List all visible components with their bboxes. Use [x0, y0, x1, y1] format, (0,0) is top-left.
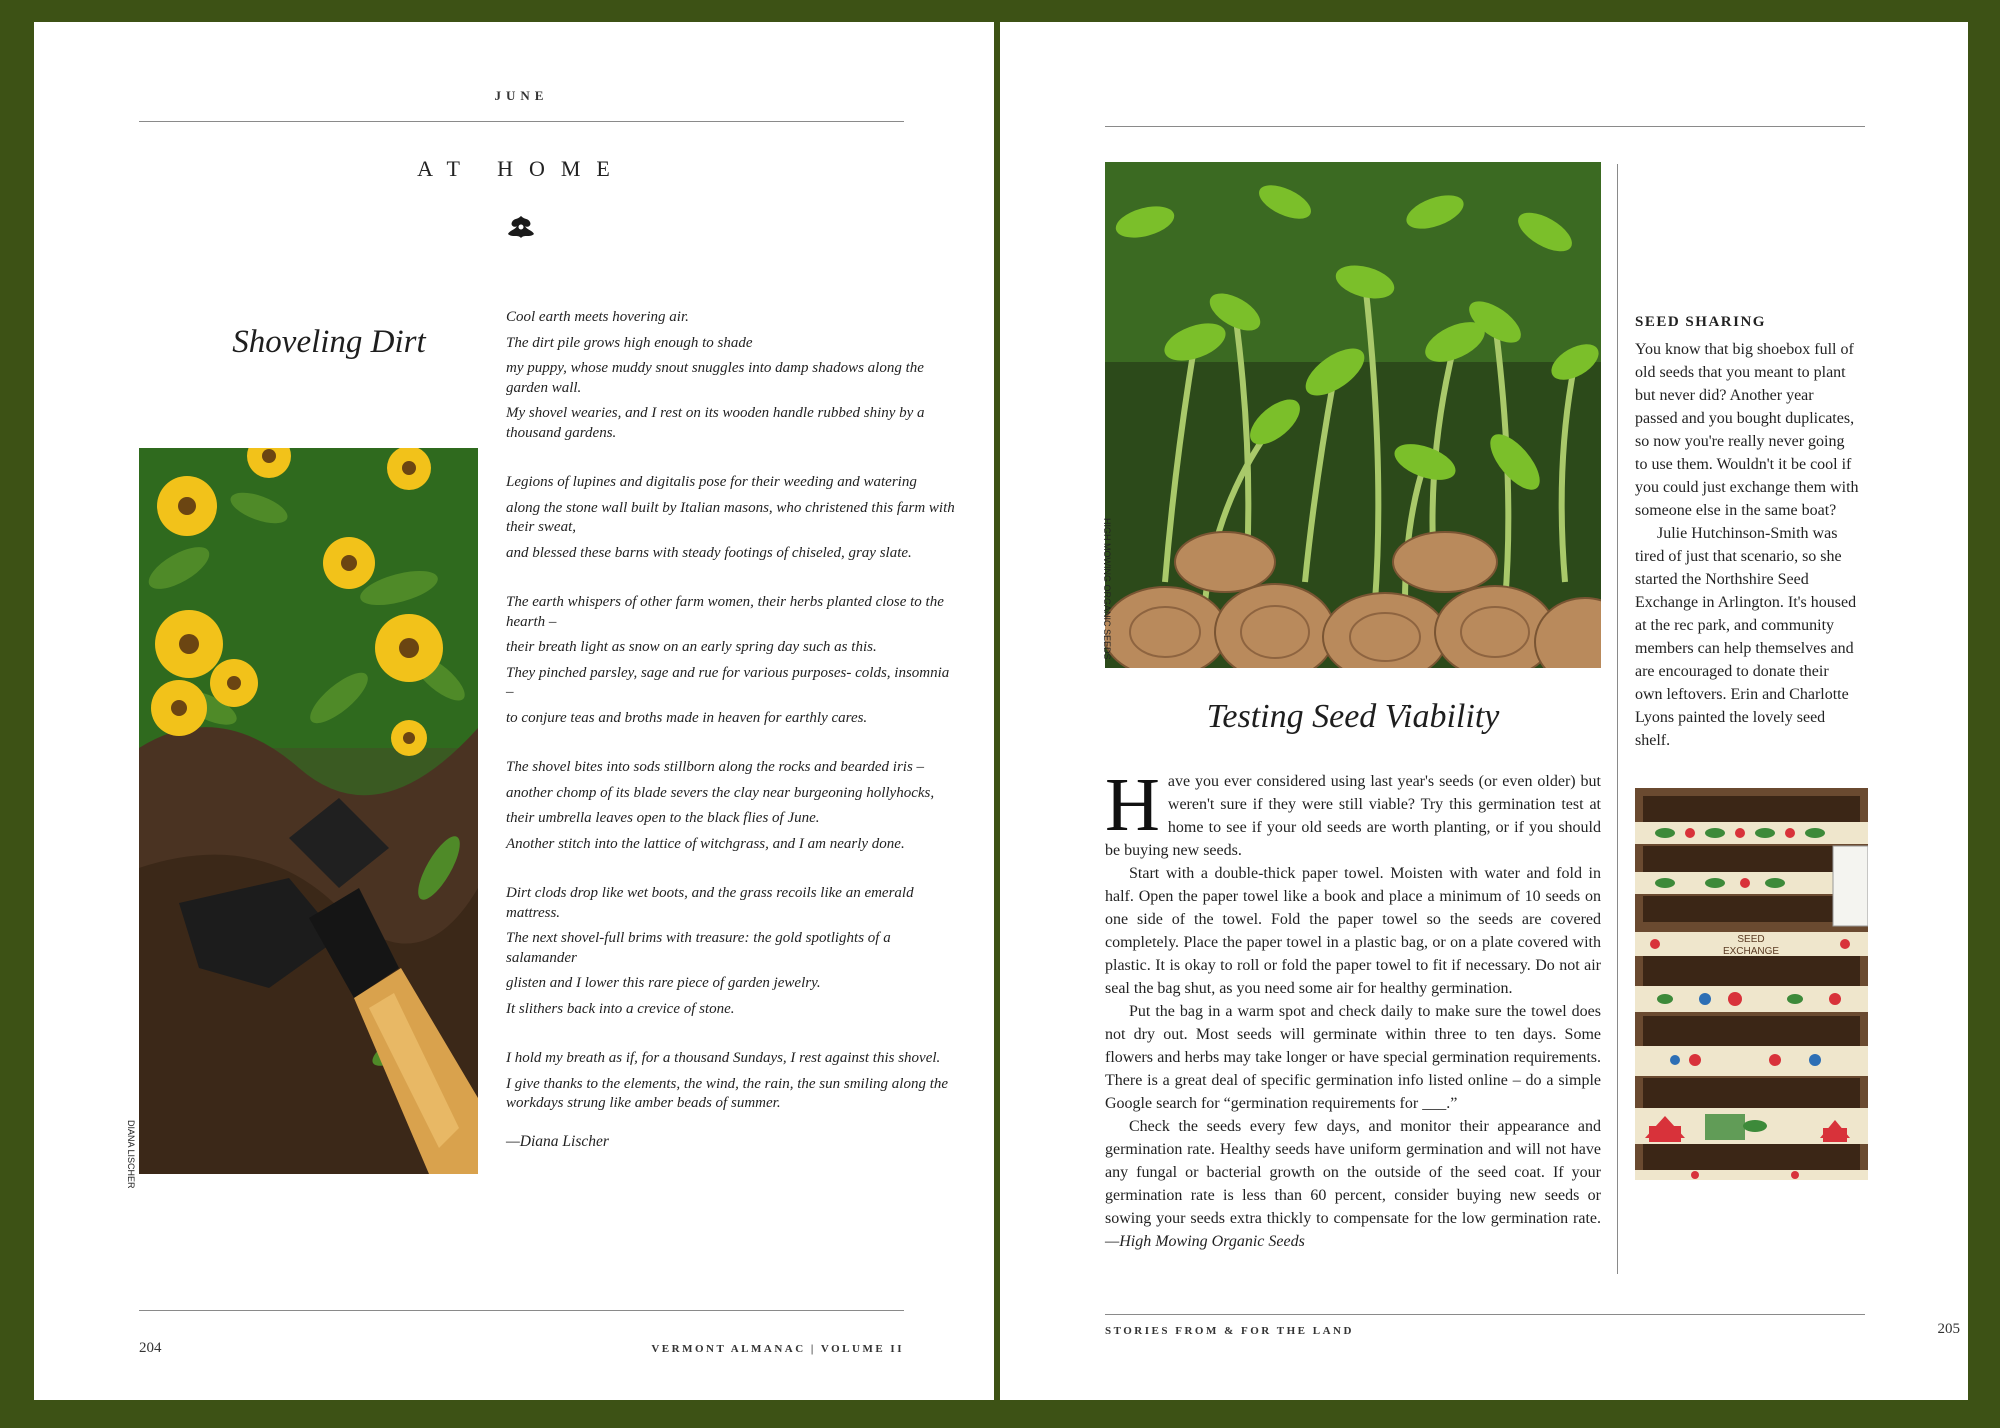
- poem-line: to conjure teas and broths made in heaven for earthly cares.: [506, 709, 868, 726]
- garden-shovel-photo: [139, 448, 478, 1174]
- footer-rule-right: [1105, 1314, 1865, 1315]
- poem-line: The dirt pile grows high enough to shade: [506, 334, 753, 351]
- poem-line: I give thanks to the elements, the wind, the rain, the sun smiling along the workdays strung like amber beads of summer.: [506, 1075, 949, 1111]
- poem-line: Legions of lupines and digitalis pose for their weeding and watering: [506, 474, 917, 490]
- footer-title-right: STORIES FROM & FOR THE LAND: [1105, 1325, 1354, 1337]
- poem-stanza: [506, 1049, 956, 1114]
- page-number-right: 205: [1937, 1321, 1960, 1337]
- article-title: Testing Seed Viability: [1206, 698, 1500, 735]
- column-divider: [1617, 164, 1618, 1274]
- poem-line: The earth whispers of other farm women, their herbs planted close to the hearth –: [506, 594, 944, 630]
- section-title: AT HOME: [417, 156, 626, 181]
- footer-rule: [139, 1310, 904, 1311]
- sidebar-body: [1635, 338, 1860, 752]
- photo-credit-right: HIGH MOWING ORGANIC SEEDS: [1102, 518, 1112, 660]
- seedlings-photo: [1105, 162, 1601, 668]
- article-body: [1105, 763, 1601, 1253]
- poem-line: and blessed these barns with steady footings of chiseled, gray slate.: [506, 544, 912, 561]
- right-page: [1000, 22, 1968, 1400]
- header-rule: [139, 121, 904, 122]
- poem-line: The shovel bites into sods stillborn along the rocks and bearded iris –: [506, 759, 925, 775]
- poem-line: their breath light as snow on an early spring day such as this.: [506, 639, 877, 655]
- poem-line: I hold my breath as if, for a thousand Sundays, I rest against this shovel.: [506, 1050, 941, 1066]
- drop-cap: H: [1105, 763, 1160, 847]
- poem-signature: —Diana Lischer: [506, 1132, 609, 1150]
- poem-stanza: [506, 884, 956, 1019]
- poem-line: Cool earth meets hovering air.: [506, 309, 689, 325]
- sidebar-paragraph: Julie Hutchinson-Smith was tired of just that scenario, so she started the Northshire Seed Exchange in Arlington. It's housed at the rec park, and community members can help themselves and are encouraged to donate their own leftovers. Erin and Charlotte Lyons painted the lovely seed shelf.: [1635, 525, 1857, 749]
- poem-line: their umbrella leaves open to the black flies of June.: [506, 810, 820, 826]
- poem-line: Another stitch into the lattice of witchgrass, and I am nearly done.: [506, 835, 905, 852]
- sidebar-heading: SEED SHARING: [1635, 314, 1766, 330]
- shelf-sign-seed: SEED: [1737, 934, 1765, 945]
- sidebar-paragraph: You know that big shoebox full of old seeds that you meant to plant but never did? Another year passed and you bought duplicates, so now you're really never going to use them. Wouldn't it be cool if you could just exchange them with someone else in the same boat?: [1635, 341, 1859, 519]
- article-paragraph: Put the bag in a warm spot and check daily to make sure the towel does not dry out. Most seeds will germinate within three to ten days. Some flowers and herbs may take longer or have special germination requirements. There is a great deal of specific germination info listed online – do a simple Google search for “germination requirements for ___.”: [1105, 1003, 1601, 1112]
- left-page: [34, 22, 994, 1400]
- header-rule-right: [1105, 126, 1865, 127]
- poem-stanza: [506, 593, 956, 728]
- poem-body: [506, 308, 956, 1151]
- footer-title-left: VERMONT ALMANAC | VOLUME II: [651, 1343, 904, 1355]
- article-paragraph: Check the seeds every few days, and monitor their appearance and germination rate. Healthy seeds have uniform germination and will not have any fungal or bacterial growth on the outside of the seed coat. If your germination rate is less than 60 percent, consider buying new seeds or sowing your seeds extra thickly to compensate for the low germination rate. —High Mowing Organic Seeds: [1105, 1118, 1601, 1250]
- poem-title: Shoveling Dirt: [232, 324, 426, 360]
- poem-line: another chomp of its blade severs the clay near burgeoning hollyhocks,: [506, 784, 935, 801]
- poem-line: My shovel wearies, and I rest on its wooden handle rubbed shiny by a thousand gardens.: [506, 405, 925, 441]
- poem-line: Dirt clods drop like wet boots, and the grass recoils like an emerald mattress.: [506, 885, 914, 921]
- poem-line: The next shovel-full brims with treasure: the gold spotlights of a salamander: [506, 930, 891, 966]
- poem-line: my puppy, whose muddy snout snuggles into damp shadows along the garden wall.: [506, 360, 924, 396]
- page-number-left: 204: [139, 1340, 162, 1356]
- article-paragraph: Have you ever considered using last year's seeds (or even older) but weren't sure if they were still viable? Try this germination test at home to see if your old seeds are worth planting, or if you should be buying new seeds.: [1105, 763, 1601, 859]
- poem-line: glisten and I lower this rare piece of garden jewelry.: [506, 975, 821, 991]
- poem-stanza: [506, 308, 956, 443]
- photo-credit-left: DIANA LISCHER: [126, 1120, 136, 1189]
- poem-line: They pinched parsley, sage and rue for various purposes- colds, insomnia –: [506, 664, 950, 700]
- seed-shelf-photo: [1635, 788, 1868, 1180]
- running-head: JUNE: [494, 88, 549, 103]
- poem-line: along the stone wall built by Italian masons, who christened this farm with their sweat,: [506, 499, 955, 535]
- poem-stanza: [506, 758, 956, 854]
- poem-stanza: [506, 473, 956, 563]
- shelf-sign-exchange: EXCHANGE: [1722, 946, 1780, 957]
- article-credit: —High Mowing Organic Seeds: [1105, 1233, 1305, 1250]
- article-paragraph: Start with a double-thick paper towel. Moisten with water and fold in half. Open the paper towel like a book and place a minimum of 10 seeds on one side of the towel. Fold the paper towel so the seeds are covered completely. Place the paper towel in a plastic bag, or on a plate covered with plastic. It is okay to roll or fold the paper towel to fit if necessary. Do not air seal the bag shut, as you need some air for healthy germination.: [1105, 865, 1601, 997]
- poem-line: It slithers back into a crevice of stone.: [506, 1000, 735, 1017]
- fleuron-ornament-icon: [506, 214, 536, 240]
